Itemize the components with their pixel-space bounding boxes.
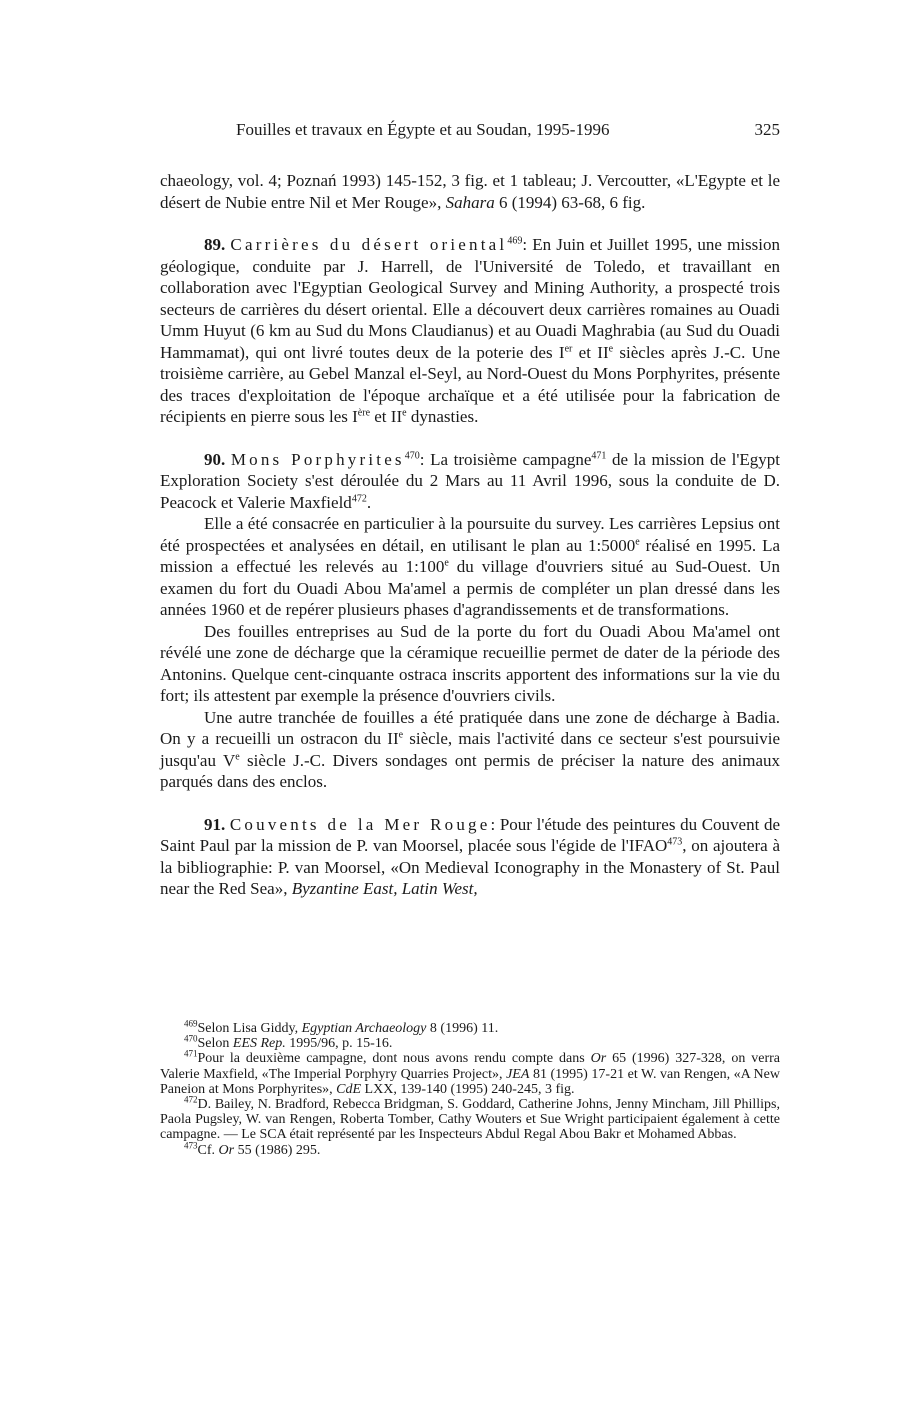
journal-title: CdE xyxy=(336,1081,362,1097)
superscript: e xyxy=(608,342,614,354)
superscript: e xyxy=(635,535,640,547)
text-run: siècle, mais l'activité dans ce secteur s'est poursuivie jusqu'au V xyxy=(160,729,780,770)
section-number: 89. xyxy=(204,235,226,254)
superscript: e xyxy=(235,750,240,762)
text-run: Une autre tranchée de fouilles a été pratiquée dans une zone de décharge à Badia. On y a recueilli un ostracon du II xyxy=(160,707,780,748)
text-run: et II xyxy=(370,407,403,426)
footnote-ref[interactable]: 470 xyxy=(404,449,420,461)
section-90-paragraph-4 xyxy=(160,707,780,793)
footnote-ref[interactable]: 471 xyxy=(591,449,607,461)
text-run: Pour la deuxième campagne, dont nous avons rendu compte dans xyxy=(197,1051,591,1067)
text-run: : Pour l'étude des peintures du Couvent de Saint Paul par la mission de P. van Moorsel, placée sous l'égide de l'IFAO xyxy=(160,814,780,855)
journal-title: Byzantine East, Latin West, xyxy=(291,879,478,898)
text-run: et II xyxy=(572,342,609,362)
text-run: LXX, 139-140 (1995) 240-245, 3 fig. xyxy=(361,1081,575,1097)
text-run: Selon xyxy=(197,1036,233,1052)
text-run: 81 (1995) 17-21 et W. van Rengen, «A New Paneion at Mons Porphyrites», xyxy=(160,1066,780,1097)
section-90-paragraph-1 xyxy=(160,449,780,514)
footnotes xyxy=(160,1018,780,1158)
journal-title: JEA xyxy=(506,1066,530,1082)
footnote-469 xyxy=(160,1018,780,1036)
running-title: Fouilles et travaux en Égypte et au Soudan, 1995-1996 xyxy=(236,120,610,139)
superscript: ère xyxy=(357,407,371,419)
footnote-ref[interactable]: 469 xyxy=(507,235,523,247)
body-text xyxy=(160,170,780,900)
journal-title: Or xyxy=(218,1142,235,1158)
text-run: . xyxy=(366,492,372,512)
section-91-paragraph xyxy=(160,814,780,900)
footnote-ref[interactable]: 472 xyxy=(351,492,367,504)
superscript: e xyxy=(398,729,404,741)
superscript: e xyxy=(444,557,449,569)
footnote-ref[interactable]: 473 xyxy=(667,836,683,848)
text-run: 6 (1994) 63-68, 6 fig. xyxy=(494,192,646,212)
section-title: Mons Porphyrites xyxy=(230,449,405,469)
section-89 xyxy=(160,234,780,428)
running-head xyxy=(160,118,780,142)
footnote-number: 471 xyxy=(184,1048,198,1059)
footnote-470 xyxy=(160,1033,780,1052)
text-run: siècles après J.-C. Une troisième carrière, au Gebel Manzal el-Seyl, au Nord-Ouest du Mons Porphyrites, présente des traces d'exploitation de l'époque archaïque et a été utilisée pour la fabrication de récipients en pierre sous les I xyxy=(160,342,780,426)
continuation-paragraph xyxy=(160,170,780,213)
section-title: Carrières du désert oriental xyxy=(230,235,508,254)
text-run: 1995/96, p. 15-16. xyxy=(285,1036,393,1052)
text-run: , on ajoutera à la bibliographie: P. van Moorsel, «On Medieval Iconography in the Monastery of St. Paul near the Red Sea», xyxy=(160,836,780,898)
journal-title: Or xyxy=(590,1051,607,1067)
superscript: e xyxy=(402,407,407,419)
text-run: Elle a été consacrée en particulier à la poursuite du survey. Les carrières Lepsius ont été prospectées et analysées en détail, en utilisant le plan au 1:5000 xyxy=(160,514,780,555)
text-run: de la mission de l'Egypt Exploration Society s'est déroulée du 2 Mars au 11 Avril 1996, sous la conduite de D. Peacock et Valerie Maxfield xyxy=(160,449,780,512)
footnote-471 xyxy=(160,1048,780,1097)
footnote-number: 472 xyxy=(184,1094,198,1105)
section-title: Couvents de la Mer Rouge xyxy=(229,814,491,834)
section-90-paragraph-3: Des fouilles entreprises au Sud de la porte du fort du Ouadi Abou Ma'amel ont révélé une zone de décharge que la céramique recueillie permet de dater de la période des Antonins. Quelque cent-cinquante ostraca inscrits apportent des informations sur la vie du fort; ils attestent par exemple la présence d'ouvriers civils. xyxy=(160,621,780,705)
footnote-number: 473 xyxy=(184,1139,198,1150)
text-run: 65 (1996) 327-328, on verra Valerie Maxfield, «The Imperial Porphyry Quarries Project», xyxy=(160,1051,780,1082)
footnote-472 xyxy=(160,1094,780,1143)
text-run: dynasties. xyxy=(406,407,479,426)
page-number: 325 xyxy=(754,120,780,139)
section-number: 91. xyxy=(204,814,226,834)
footnote-number: 469 xyxy=(184,1018,198,1029)
footnote-number: 470 xyxy=(184,1033,198,1044)
section-91 xyxy=(160,814,780,900)
text-run: siècle J.-C. Divers sondages ont permis de préciser la nature des animaux parqués dans des enclos. xyxy=(160,750,780,791)
text-run: D. Bailey, N. Bradford, Rebecca Bridgman, S. Goddard, Catherine Johns, Jenny Mincham, Jill Phillips, Paola Pugsley, W. van Rengen, Roberta Tomber, Cathy Wouters et Sue Wright participaient également à cette campagne. — Le SCA était représenté par les Inspecteurs Abdul Regal Abou Bakr et Mohamed Abbas. xyxy=(160,1097,780,1143)
section-number: 90. xyxy=(204,449,226,469)
text-run: 8 (1996) 11. xyxy=(426,1021,499,1036)
section-90-paragraph-2 xyxy=(160,513,780,621)
superscript: er xyxy=(564,342,573,354)
text-run: Cf. xyxy=(197,1142,219,1158)
footnote-473 xyxy=(160,1139,780,1158)
text-run: 55 (1986) 295. xyxy=(234,1142,321,1158)
section-89-paragraph xyxy=(160,234,780,428)
text-run: : En Juin et Juillet 1995, une mission géologique, conduite par J. Harrell, de l'Université de Toledo, et travaillant en collaboration avec l'Egyptian Geological Survey and Mining Authority, a prospecté trois secteurs de carrières du désert oriental. Elle a découvert deux carrières romaines au Ouadi Umm Huyut (6 km au Sud du Mons Claudianus) et au Ouadi Maghrabia (au Sud du Ouadi Hammamat), qui ont livré toutes deux de la poterie des I xyxy=(160,235,780,362)
journal-title: EES Rep. xyxy=(232,1036,286,1052)
section-90 xyxy=(160,449,780,793)
journal-title: Sahara xyxy=(445,192,495,212)
journal-title: Egyptian Archaeology xyxy=(301,1021,427,1036)
page xyxy=(160,118,780,900)
text-run: du village d'ouvriers situé au Sud-Ouest. Un examen du fort du Ouadi Abou Ma'amel a permis de compléter un plan dressé dans les années 1960 et de repérer plusieurs phases d'agrandissements et de transformations. xyxy=(160,557,780,619)
text-run: Selon Lisa Giddy, xyxy=(197,1021,302,1036)
text-run: : La troisième campagne xyxy=(419,449,592,469)
text-run: chaeology, vol. 4; Poznań 1993) 145-152, 3 fig. et 1 tableau; J. Vercoutter, «L'Egypte et le désert de Nubie entre Nil et Mer Rouge», xyxy=(160,171,780,212)
text-run: réalisé en 1995. La mission a effectué les relevés au 1:100 xyxy=(160,535,781,576)
